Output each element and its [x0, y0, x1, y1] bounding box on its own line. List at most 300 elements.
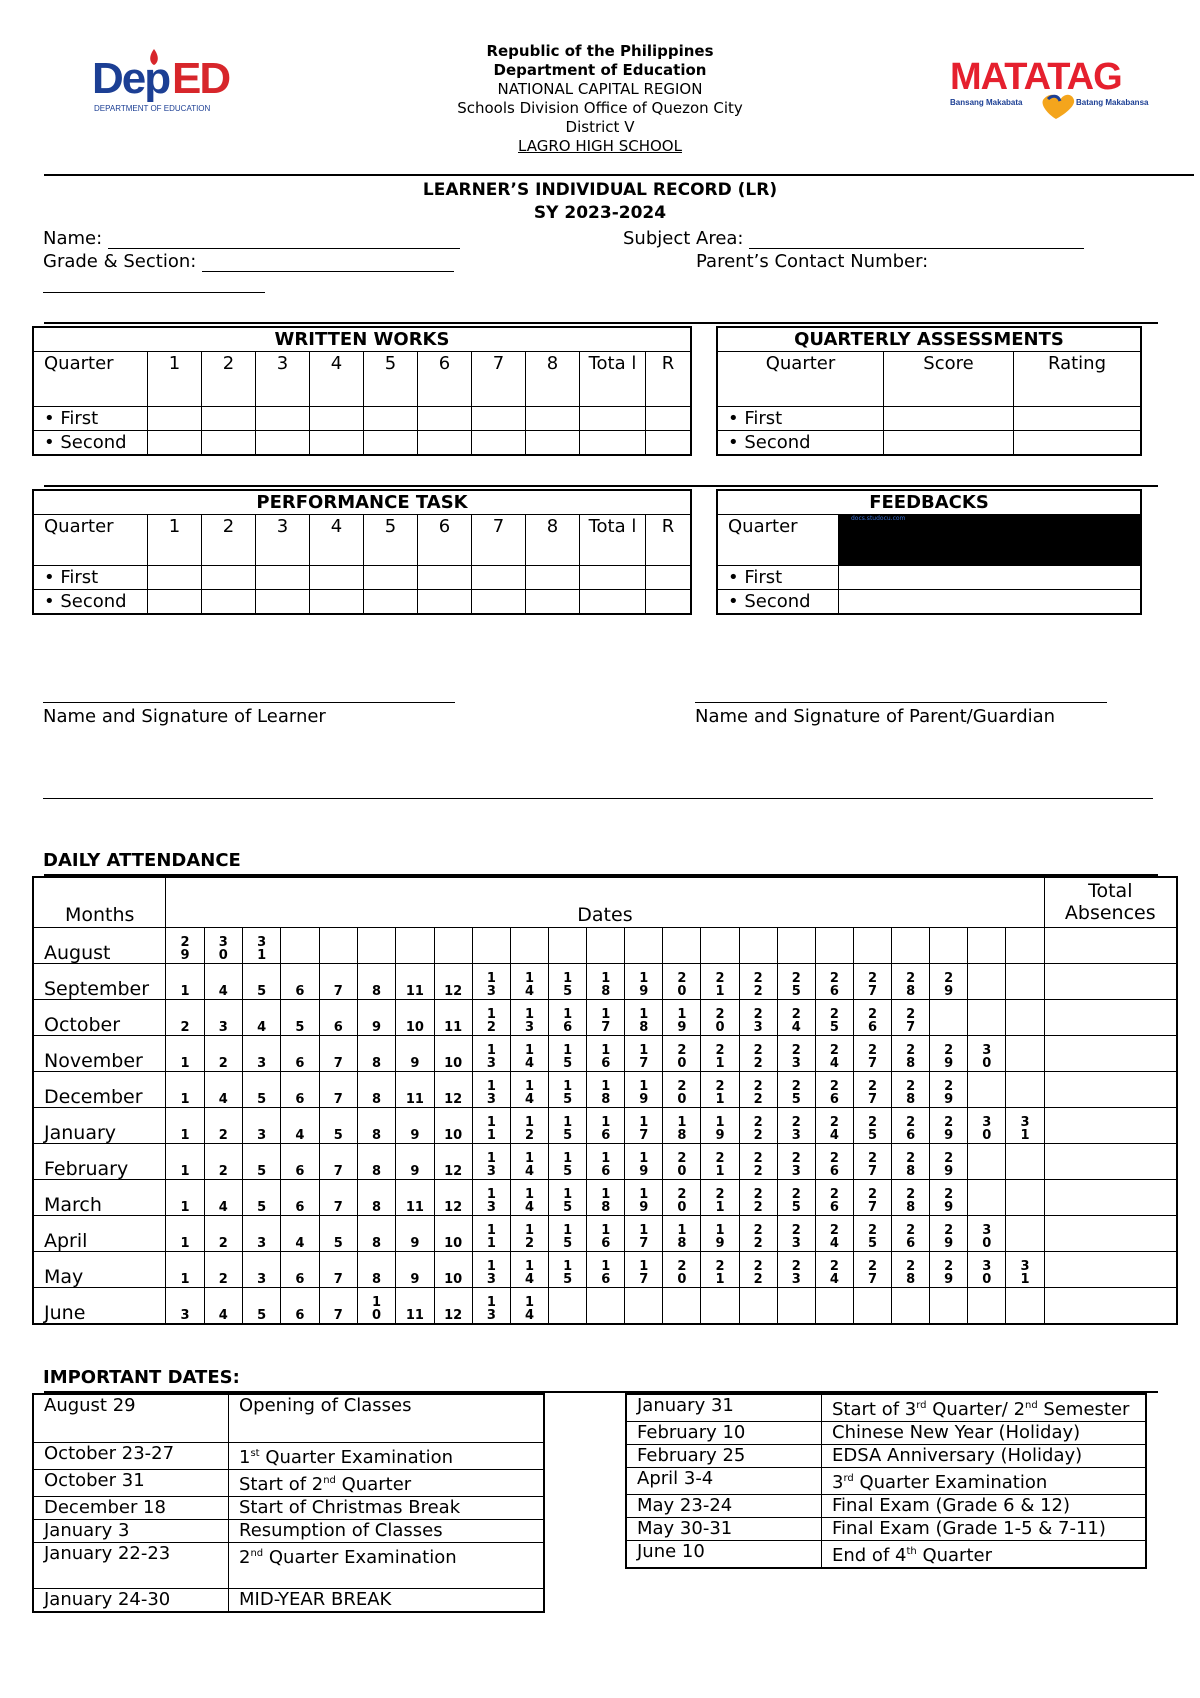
attendance-empty-cell[interactable]	[549, 927, 587, 963]
attendance-date-cell[interactable]	[242, 963, 280, 999]
attendance-date-cell[interactable]	[281, 1107, 319, 1143]
attendance-empty-cell[interactable]	[968, 927, 1006, 963]
attendance-date-cell[interactable]	[166, 927, 204, 963]
attendance-empty-cell[interactable]	[968, 1179, 1006, 1215]
attendance-date-cell[interactable]	[281, 963, 319, 999]
attendance-date-cell[interactable]	[281, 1071, 319, 1107]
attendance-empty-cell[interactable]	[1006, 927, 1044, 963]
attendance-date-cell[interactable]	[357, 999, 395, 1035]
attendance-date-cell[interactable]	[701, 1179, 739, 1215]
pt-cell[interactable]	[202, 590, 256, 615]
attendance-empty-cell[interactable]	[930, 1287, 968, 1324]
ww-cell[interactable]	[310, 407, 364, 431]
fb-cell[interactable]	[839, 566, 1142, 590]
attendance-date-cell[interactable]	[587, 1179, 625, 1215]
attendance-date-cell[interactable]	[701, 1071, 739, 1107]
attendance-date-cell[interactable]	[434, 1071, 472, 1107]
attendance-date-cell[interactable]	[242, 1215, 280, 1251]
attendance-date-cell[interactable]	[968, 1107, 1006, 1143]
attendance-date-cell[interactable]	[930, 963, 968, 999]
attendance-empty-cell[interactable]	[281, 927, 319, 963]
attendance-date-cell[interactable]	[663, 1143, 701, 1179]
pt-cell[interactable]	[256, 590, 310, 615]
attendance-date-cell[interactable]	[434, 1179, 472, 1215]
attendance-date-cell[interactable]	[510, 1287, 548, 1324]
attendance-date-cell[interactable]	[701, 1107, 739, 1143]
attendance-date-cell[interactable]	[281, 1287, 319, 1324]
attendance-date-cell[interactable]	[319, 1143, 357, 1179]
attendance-empty-cell[interactable]	[1006, 1179, 1044, 1215]
attendance-date-cell[interactable]	[739, 1035, 777, 1071]
attendance-date-cell[interactable]	[777, 1251, 815, 1287]
attendance-total-cell[interactable]	[1044, 927, 1177, 963]
attendance-empty-cell[interactable]	[1006, 1287, 1044, 1324]
ww-cell[interactable]	[310, 431, 364, 456]
attendance-date-cell[interactable]	[510, 1251, 548, 1287]
ww-cell[interactable]	[256, 431, 310, 456]
attendance-date-cell[interactable]	[204, 1107, 242, 1143]
attendance-date-cell[interactable]	[281, 1251, 319, 1287]
qa-cell[interactable]	[1014, 407, 1142, 431]
attendance-empty-cell[interactable]	[549, 1287, 587, 1324]
attendance-empty-cell[interactable]	[625, 927, 663, 963]
attendance-empty-cell[interactable]	[968, 1071, 1006, 1107]
pt-cell[interactable]	[646, 590, 692, 615]
attendance-date-cell[interactable]	[396, 1107, 434, 1143]
ww-cell[interactable]	[364, 431, 418, 456]
attendance-date-cell[interactable]	[281, 1143, 319, 1179]
attendance-empty-cell[interactable]	[625, 1287, 663, 1324]
attendance-date-cell[interactable]	[472, 1071, 510, 1107]
pt-cell[interactable]	[526, 566, 580, 590]
attendance-date-cell[interactable]	[739, 1215, 777, 1251]
attendance-date-cell[interactable]	[892, 1107, 930, 1143]
attendance-date-cell[interactable]	[319, 1179, 357, 1215]
attendance-date-cell[interactable]	[930, 1251, 968, 1287]
attendance-date-cell[interactable]	[892, 1179, 930, 1215]
attendance-empty-cell[interactable]	[1006, 1035, 1044, 1071]
attendance-empty-cell[interactable]	[472, 927, 510, 963]
attendance-date-cell[interactable]	[166, 1071, 204, 1107]
attendance-date-cell[interactable]	[204, 1215, 242, 1251]
attendance-empty-cell[interactable]	[853, 1287, 891, 1324]
attendance-date-cell[interactable]	[549, 963, 587, 999]
attendance-date-cell[interactable]	[663, 1215, 701, 1251]
contact-input-line[interactable]	[43, 274, 265, 293]
attendance-date-cell[interactable]	[549, 1035, 587, 1071]
attendance-empty-cell[interactable]	[1006, 1215, 1044, 1251]
attendance-date-cell[interactable]	[510, 963, 548, 999]
attendance-date-cell[interactable]	[815, 1215, 853, 1251]
attendance-date-cell[interactable]	[434, 1035, 472, 1071]
attendance-date-cell[interactable]	[777, 999, 815, 1035]
attendance-date-cell[interactable]	[166, 1179, 204, 1215]
attendance-date-cell[interactable]	[892, 1251, 930, 1287]
attendance-date-cell[interactable]	[357, 1143, 395, 1179]
attendance-date-cell[interactable]	[777, 1215, 815, 1251]
attendance-date-cell[interactable]	[892, 963, 930, 999]
attendance-empty-cell[interactable]	[930, 927, 968, 963]
attendance-empty-cell[interactable]	[815, 1287, 853, 1324]
attendance-date-cell[interactable]	[510, 1035, 548, 1071]
attendance-date-cell[interactable]	[242, 1071, 280, 1107]
attendance-empty-cell[interactable]	[701, 1287, 739, 1324]
ww-cell[interactable]	[646, 407, 692, 431]
attendance-total-cell[interactable]	[1044, 1287, 1177, 1324]
attendance-date-cell[interactable]	[587, 1251, 625, 1287]
attendance-date-cell[interactable]	[242, 1287, 280, 1324]
attendance-date-cell[interactable]	[319, 999, 357, 1035]
attendance-date-cell[interactable]	[739, 963, 777, 999]
ww-cell[interactable]	[148, 431, 202, 456]
attendance-empty-cell[interactable]	[663, 1287, 701, 1324]
attendance-date-cell[interactable]	[472, 1251, 510, 1287]
attendance-date-cell[interactable]	[357, 1071, 395, 1107]
attendance-date-cell[interactable]	[396, 1071, 434, 1107]
attendance-date-cell[interactable]	[549, 1251, 587, 1287]
attendance-date-cell[interactable]	[434, 1143, 472, 1179]
attendance-date-cell[interactable]	[396, 1251, 434, 1287]
attendance-date-cell[interactable]	[815, 963, 853, 999]
attendance-date-cell[interactable]	[701, 1035, 739, 1071]
attendance-date-cell[interactable]	[510, 1107, 548, 1143]
attendance-empty-cell[interactable]	[396, 927, 434, 963]
attendance-date-cell[interactable]	[472, 1107, 510, 1143]
attendance-date-cell[interactable]	[1006, 1107, 1044, 1143]
attendance-total-cell[interactable]	[1044, 1179, 1177, 1215]
pt-cell[interactable]	[472, 566, 526, 590]
pt-cell[interactable]	[418, 566, 472, 590]
ww-cell[interactable]	[580, 431, 646, 456]
ww-cell[interactable]	[202, 407, 256, 431]
attendance-date-cell[interactable]	[357, 1179, 395, 1215]
attendance-date-cell[interactable]	[204, 963, 242, 999]
attendance-date-cell[interactable]	[663, 963, 701, 999]
attendance-total-cell[interactable]	[1044, 1143, 1177, 1179]
attendance-date-cell[interactable]	[739, 1143, 777, 1179]
attendance-date-cell[interactable]	[815, 1071, 853, 1107]
attendance-empty-cell[interactable]	[357, 927, 395, 963]
attendance-date-cell[interactable]	[663, 1251, 701, 1287]
attendance-date-cell[interactable]	[549, 999, 587, 1035]
attendance-date-cell[interactable]	[701, 1215, 739, 1251]
attendance-date-cell[interactable]	[396, 1179, 434, 1215]
attendance-date-cell[interactable]	[204, 1179, 242, 1215]
pt-cell[interactable]	[364, 590, 418, 615]
fb-cell[interactable]	[839, 590, 1142, 615]
attendance-empty-cell[interactable]	[968, 963, 1006, 999]
attendance-date-cell[interactable]	[434, 999, 472, 1035]
attendance-date-cell[interactable]	[587, 1215, 625, 1251]
attendance-date-cell[interactable]	[777, 1143, 815, 1179]
attendance-date-cell[interactable]	[625, 1107, 663, 1143]
qa-cell[interactable]	[884, 431, 1014, 456]
pt-cell[interactable]	[580, 590, 646, 615]
attendance-date-cell[interactable]	[739, 1107, 777, 1143]
attendance-empty-cell[interactable]	[853, 927, 891, 963]
attendance-date-cell[interactable]	[396, 999, 434, 1035]
attendance-date-cell[interactable]	[587, 963, 625, 999]
attendance-date-cell[interactable]	[242, 1107, 280, 1143]
attendance-empty-cell[interactable]	[319, 927, 357, 963]
attendance-empty-cell[interactable]	[930, 999, 968, 1035]
pt-cell[interactable]	[418, 590, 472, 615]
attendance-date-cell[interactable]	[281, 1179, 319, 1215]
attendance-date-cell[interactable]	[701, 963, 739, 999]
attendance-date-cell[interactable]	[587, 1107, 625, 1143]
attendance-total-cell[interactable]	[1044, 1107, 1177, 1143]
attendance-date-cell[interactable]	[815, 1143, 853, 1179]
attendance-date-cell[interactable]	[204, 1035, 242, 1071]
attendance-date-cell[interactable]	[701, 999, 739, 1035]
attendance-date-cell[interactable]	[930, 1215, 968, 1251]
attendance-date-cell[interactable]	[472, 999, 510, 1035]
attendance-date-cell[interactable]	[892, 1035, 930, 1071]
attendance-date-cell[interactable]	[587, 999, 625, 1035]
attendance-date-cell[interactable]	[663, 999, 701, 1035]
attendance-date-cell[interactable]	[472, 963, 510, 999]
attendance-date-cell[interactable]	[319, 1071, 357, 1107]
pt-cell[interactable]	[472, 590, 526, 615]
qa-cell[interactable]	[1014, 431, 1142, 456]
attendance-date-cell[interactable]	[242, 1035, 280, 1071]
attendance-date-cell[interactable]	[663, 1035, 701, 1071]
attendance-date-cell[interactable]	[853, 999, 891, 1035]
attendance-date-cell[interactable]	[166, 1287, 204, 1324]
attendance-date-cell[interactable]	[357, 1035, 395, 1071]
attendance-date-cell[interactable]	[510, 1179, 548, 1215]
attendance-date-cell[interactable]	[472, 1179, 510, 1215]
attendance-date-cell[interactable]	[357, 963, 395, 999]
attendance-date-cell[interactable]	[739, 1251, 777, 1287]
attendance-date-cell[interactable]	[242, 1179, 280, 1215]
attendance-date-cell[interactable]	[166, 999, 204, 1035]
attendance-total-cell[interactable]	[1044, 1215, 1177, 1251]
attendance-date-cell[interactable]	[319, 1107, 357, 1143]
attendance-empty-cell[interactable]	[587, 927, 625, 963]
attendance-empty-cell[interactable]	[892, 927, 930, 963]
attendance-date-cell[interactable]	[396, 1287, 434, 1324]
attendance-date-cell[interactable]	[549, 1215, 587, 1251]
attendance-date-cell[interactable]	[549, 1143, 587, 1179]
attendance-date-cell[interactable]	[777, 1071, 815, 1107]
pt-cell[interactable]	[202, 566, 256, 590]
attendance-date-cell[interactable]	[739, 1179, 777, 1215]
attendance-date-cell[interactable]	[663, 1179, 701, 1215]
ww-cell[interactable]	[418, 431, 472, 456]
attendance-date-cell[interactable]	[204, 1143, 242, 1179]
attendance-date-cell[interactable]	[739, 999, 777, 1035]
attendance-date-cell[interactable]	[319, 1287, 357, 1324]
attendance-empty-cell[interactable]	[510, 927, 548, 963]
attendance-empty-cell[interactable]	[777, 1287, 815, 1324]
ww-cell[interactable]	[418, 407, 472, 431]
attendance-date-cell[interactable]	[892, 999, 930, 1035]
attendance-empty-cell[interactable]	[587, 1287, 625, 1324]
attendance-date-cell[interactable]	[434, 1215, 472, 1251]
pt-cell[interactable]	[148, 590, 202, 615]
attendance-date-cell[interactable]	[434, 963, 472, 999]
attendance-date-cell[interactable]	[166, 1035, 204, 1071]
pt-cell[interactable]	[310, 590, 364, 615]
attendance-date-cell[interactable]	[472, 1143, 510, 1179]
attendance-date-cell[interactable]	[625, 1251, 663, 1287]
attendance-date-cell[interactable]	[815, 1107, 853, 1143]
attendance-date-cell[interactable]	[815, 1251, 853, 1287]
attendance-empty-cell[interactable]	[701, 927, 739, 963]
attendance-date-cell[interactable]	[510, 1143, 548, 1179]
pt-cell[interactable]	[526, 590, 580, 615]
attendance-date-cell[interactable]	[319, 1251, 357, 1287]
subject-input-line[interactable]	[749, 230, 1084, 249]
attendance-date-cell[interactable]	[1006, 1251, 1044, 1287]
grade-input-line[interactable]	[202, 253, 454, 272]
attendance-date-cell[interactable]	[510, 999, 548, 1035]
attendance-date-cell[interactable]	[853, 1179, 891, 1215]
ww-cell[interactable]	[148, 407, 202, 431]
attendance-date-cell[interactable]	[587, 1035, 625, 1071]
attendance-date-cell[interactable]	[549, 1071, 587, 1107]
ww-cell[interactable]	[526, 431, 580, 456]
attendance-date-cell[interactable]	[968, 1251, 1006, 1287]
attendance-date-cell[interactable]	[853, 1035, 891, 1071]
attendance-total-cell[interactable]	[1044, 999, 1177, 1035]
pt-cell[interactable]	[256, 566, 310, 590]
attendance-date-cell[interactable]	[701, 1251, 739, 1287]
attendance-date-cell[interactable]	[777, 1107, 815, 1143]
ww-cell[interactable]	[364, 407, 418, 431]
attendance-date-cell[interactable]	[357, 1251, 395, 1287]
attendance-date-cell[interactable]	[625, 1143, 663, 1179]
attendance-date-cell[interactable]	[396, 1143, 434, 1179]
attendance-date-cell[interactable]	[930, 1107, 968, 1143]
attendance-date-cell[interactable]	[434, 1287, 472, 1324]
attendance-date-cell[interactable]	[777, 1179, 815, 1215]
attendance-date-cell[interactable]	[815, 1179, 853, 1215]
attendance-date-cell[interactable]	[549, 1107, 587, 1143]
ww-cell[interactable]	[472, 431, 526, 456]
ww-cell[interactable]	[646, 431, 692, 456]
attendance-date-cell[interactable]	[892, 1143, 930, 1179]
attendance-date-cell[interactable]	[815, 1035, 853, 1071]
attendance-empty-cell[interactable]	[892, 1287, 930, 1324]
attendance-date-cell[interactable]	[357, 1107, 395, 1143]
attendance-date-cell[interactable]	[625, 1035, 663, 1071]
ww-cell[interactable]	[526, 407, 580, 431]
attendance-date-cell[interactable]	[930, 1143, 968, 1179]
attendance-date-cell[interactable]	[739, 1071, 777, 1107]
attendance-date-cell[interactable]	[968, 1215, 1006, 1251]
attendance-date-cell[interactable]	[242, 999, 280, 1035]
attendance-total-cell[interactable]	[1044, 1035, 1177, 1071]
ww-cell[interactable]	[256, 407, 310, 431]
attendance-date-cell[interactable]	[319, 1215, 357, 1251]
attendance-date-cell[interactable]	[204, 927, 242, 963]
attendance-date-cell[interactable]	[357, 1287, 395, 1324]
attendance-date-cell[interactable]	[892, 1071, 930, 1107]
attendance-date-cell[interactable]	[396, 1035, 434, 1071]
attendance-date-cell[interactable]	[166, 1107, 204, 1143]
attendance-date-cell[interactable]	[242, 1251, 280, 1287]
attendance-date-cell[interactable]	[853, 963, 891, 999]
attendance-date-cell[interactable]	[853, 1215, 891, 1251]
pt-cell[interactable]	[646, 566, 692, 590]
attendance-date-cell[interactable]	[204, 1251, 242, 1287]
attendance-date-cell[interactable]	[472, 1287, 510, 1324]
attendance-date-cell[interactable]	[510, 1215, 548, 1251]
attendance-date-cell[interactable]	[853, 1107, 891, 1143]
attendance-date-cell[interactable]	[663, 1071, 701, 1107]
attendance-date-cell[interactable]	[892, 1215, 930, 1251]
attendance-date-cell[interactable]	[968, 1035, 1006, 1071]
attendance-date-cell[interactable]	[396, 963, 434, 999]
attendance-date-cell[interactable]	[930, 1035, 968, 1071]
attendance-date-cell[interactable]	[281, 1215, 319, 1251]
attendance-date-cell[interactable]	[281, 999, 319, 1035]
ww-cell[interactable]	[472, 407, 526, 431]
attendance-date-cell[interactable]	[625, 1071, 663, 1107]
attendance-date-cell[interactable]	[853, 1071, 891, 1107]
attendance-empty-cell[interactable]	[968, 1287, 1006, 1324]
attendance-date-cell[interactable]	[434, 1107, 472, 1143]
attendance-date-cell[interactable]	[166, 1143, 204, 1179]
attendance-date-cell[interactable]	[319, 963, 357, 999]
attendance-date-cell[interactable]	[625, 1179, 663, 1215]
attendance-date-cell[interactable]	[510, 1071, 548, 1107]
attendance-total-cell[interactable]	[1044, 1071, 1177, 1107]
attendance-date-cell[interactable]	[853, 1143, 891, 1179]
attendance-empty-cell[interactable]	[1006, 963, 1044, 999]
attendance-date-cell[interactable]	[357, 1215, 395, 1251]
attendance-date-cell[interactable]	[204, 1071, 242, 1107]
pt-cell[interactable]	[580, 566, 646, 590]
attendance-date-cell[interactable]	[242, 1143, 280, 1179]
parent-signature-line[interactable]	[695, 702, 1107, 703]
ww-cell[interactable]	[202, 431, 256, 456]
attendance-date-cell[interactable]	[815, 999, 853, 1035]
attendance-date-cell[interactable]	[777, 963, 815, 999]
attendance-date-cell[interactable]	[434, 1251, 472, 1287]
attendance-date-cell[interactable]	[549, 1179, 587, 1215]
attendance-date-cell[interactable]	[625, 1215, 663, 1251]
attendance-date-cell[interactable]	[281, 1035, 319, 1071]
attendance-empty-cell[interactable]	[1006, 999, 1044, 1035]
attendance-empty-cell[interactable]	[1006, 1143, 1044, 1179]
attendance-date-cell[interactable]	[472, 1215, 510, 1251]
attendance-date-cell[interactable]	[242, 927, 280, 963]
attendance-empty-cell[interactable]	[663, 927, 701, 963]
attendance-empty-cell[interactable]	[968, 999, 1006, 1035]
name-input-line[interactable]	[108, 230, 460, 249]
attendance-date-cell[interactable]	[663, 1107, 701, 1143]
attendance-date-cell[interactable]	[587, 1143, 625, 1179]
qa-cell[interactable]	[884, 407, 1014, 431]
attendance-date-cell[interactable]	[777, 1035, 815, 1071]
attendance-empty-cell[interactable]	[739, 1287, 777, 1324]
attendance-date-cell[interactable]	[853, 1251, 891, 1287]
fb-link[interactable]: docs.studocu.com	[851, 515, 906, 522]
learner-signature-line[interactable]	[43, 702, 455, 703]
attendance-date-cell[interactable]	[319, 1035, 357, 1071]
attendance-empty-cell[interactable]	[1006, 1071, 1044, 1107]
attendance-date-cell[interactable]	[625, 963, 663, 999]
pt-cell[interactable]	[310, 566, 364, 590]
attendance-date-cell[interactable]	[701, 1143, 739, 1179]
attendance-date-cell[interactable]	[625, 999, 663, 1035]
attendance-empty-cell[interactable]	[434, 927, 472, 963]
attendance-empty-cell[interactable]	[777, 927, 815, 963]
attendance-date-cell[interactable]	[166, 1215, 204, 1251]
